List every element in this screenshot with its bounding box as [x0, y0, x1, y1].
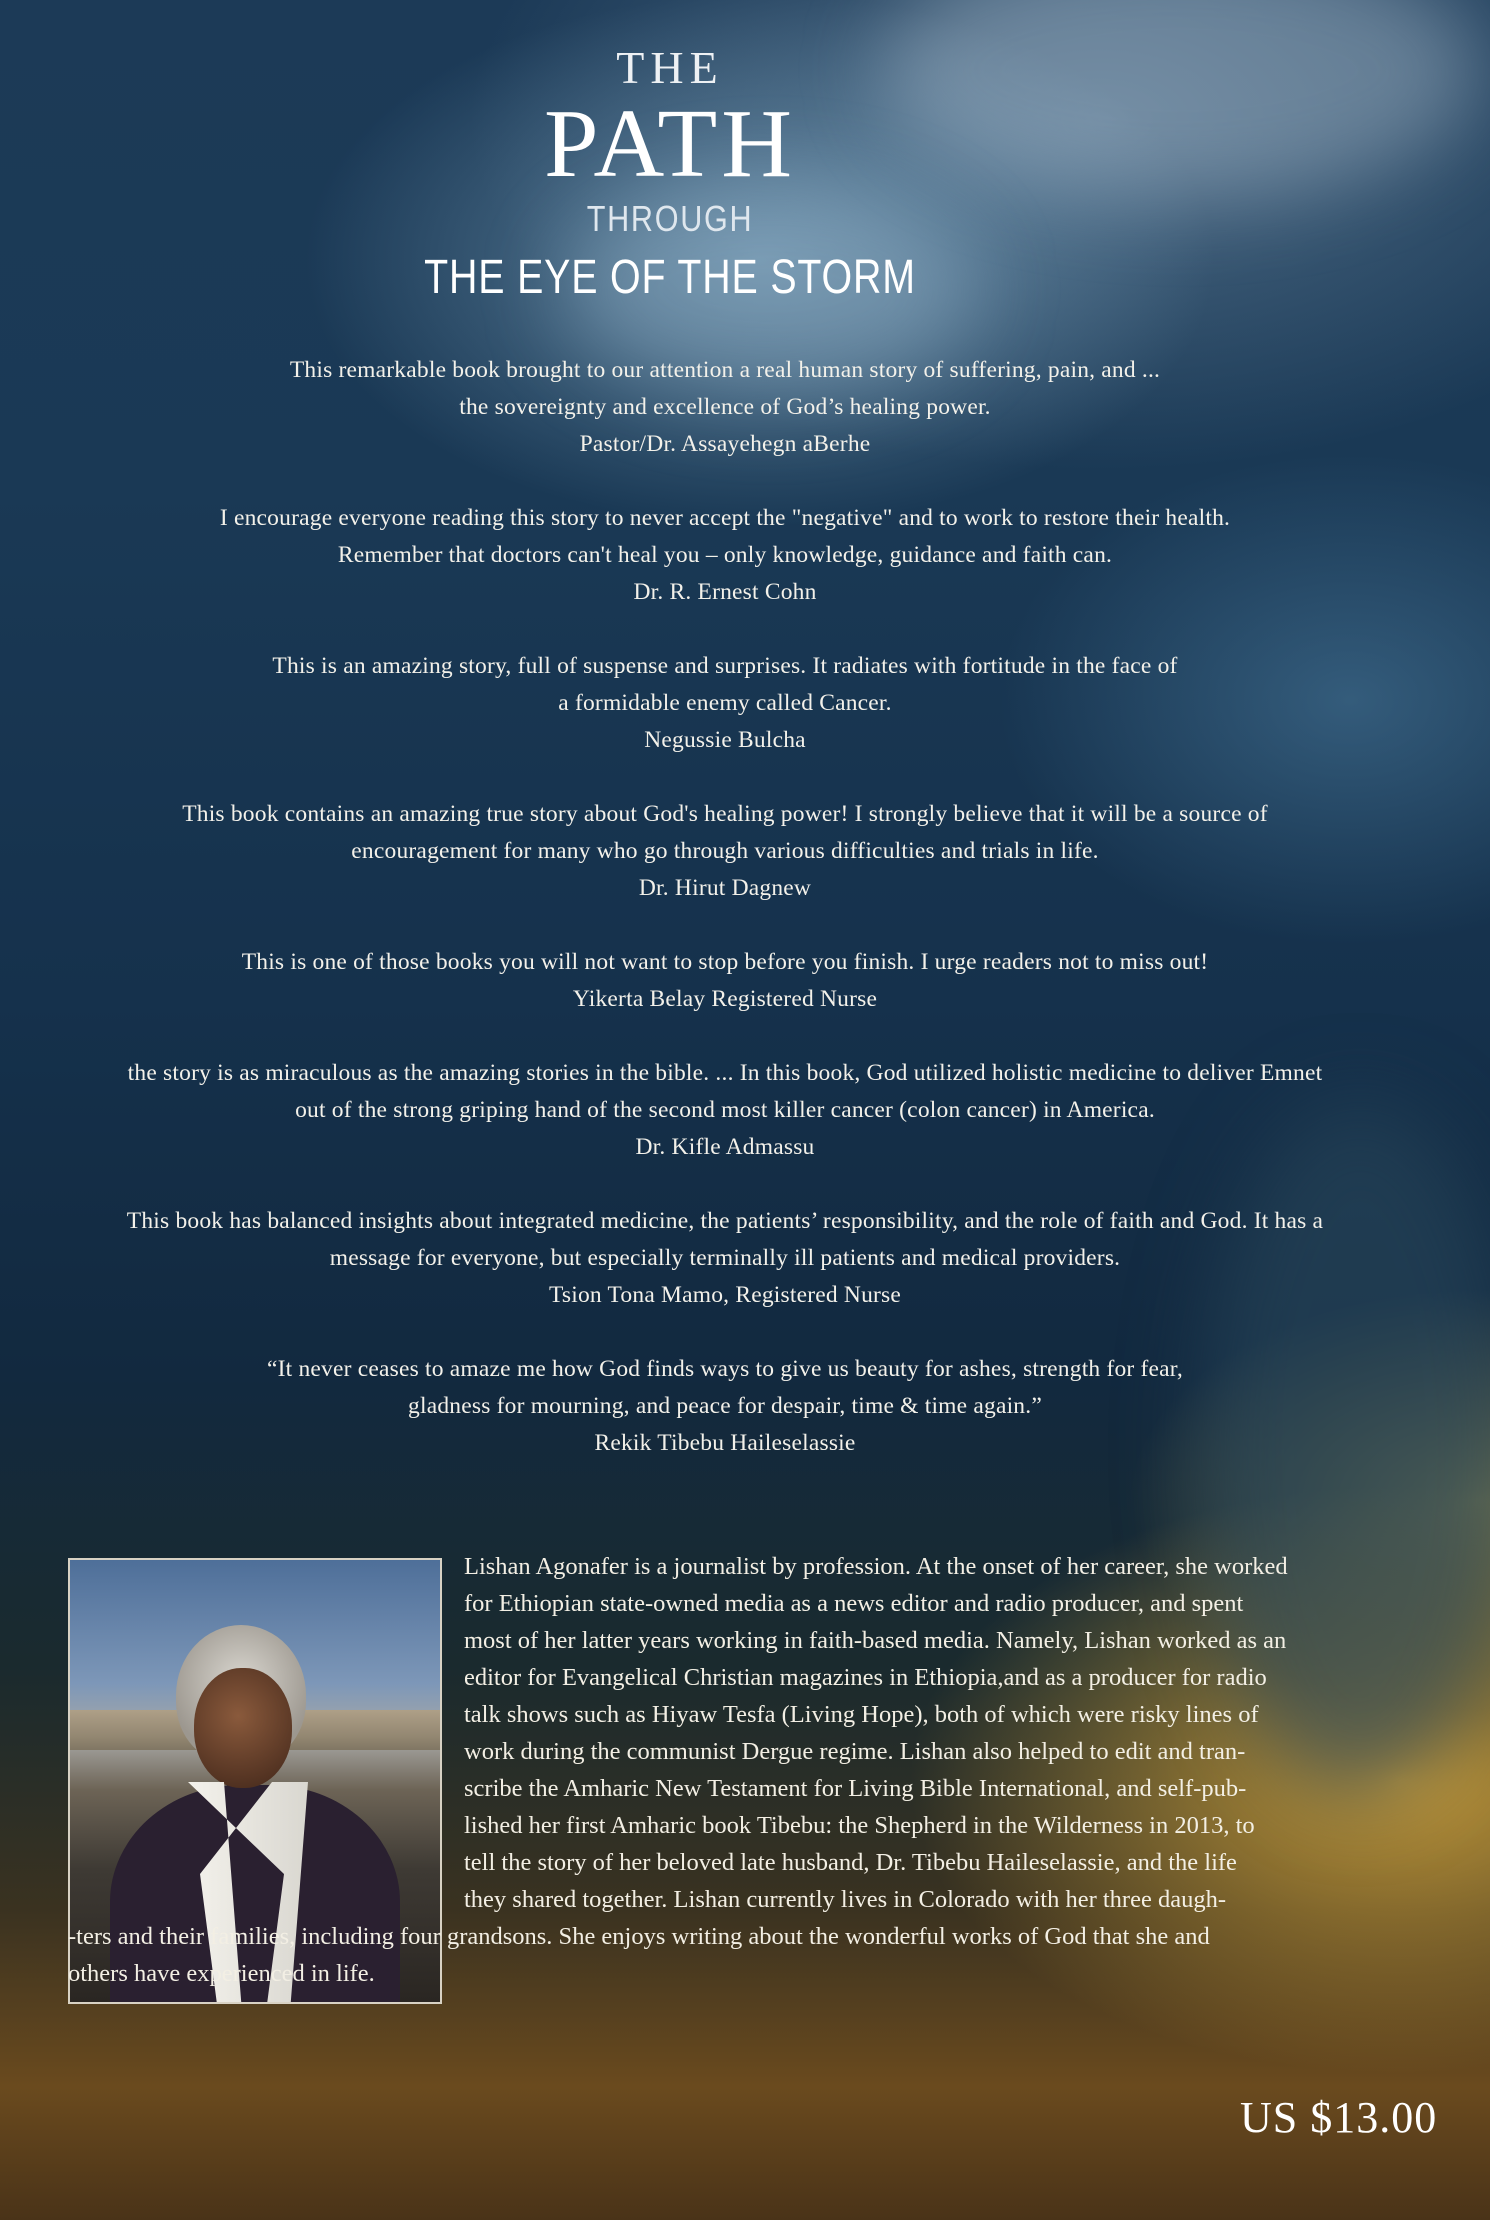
- title-line-through: THROUGH: [586, 198, 754, 239]
- endorsement: [40, 1055, 1410, 1166]
- endorsement-text: I encourage everyone reading this story to never accept the "negative" and to work to restore their health.: [219, 505, 1231, 531]
- endorsement-text: “It never ceases to amaze me how God finds ways to give us beauty for ashes, strength for fear,: [267, 1356, 1183, 1382]
- endorsement-text: a formidable enemy called Cancer.: [558, 690, 892, 716]
- endorsement-text: This book contains an amazing true story about God's healing power! I strongly believe that it will be a source of: [182, 801, 1268, 827]
- bio-line: they shared together. Lishan currently lives in Colorado with her three daugh-: [464, 1886, 1227, 1913]
- bio-line: most of her latter years working in faith-based media. Namely, Lishan worked as an: [464, 1627, 1287, 1654]
- endorsement: [40, 944, 1410, 1018]
- title-line-path: PATH: [543, 90, 797, 198]
- endorsements: [40, 352, 1410, 1499]
- endorsement-author: Negussie Bulcha: [644, 727, 806, 753]
- endorsement: [40, 500, 1410, 611]
- endorsement: [40, 352, 1410, 463]
- bio-line: Lishan Agonafer is a journalist by profession. At the onset of her career, she worked: [464, 1553, 1288, 1580]
- endorsement-author: Tsion Tona Mamo, Registered Nurse: [548, 1282, 902, 1308]
- endorsement: [40, 648, 1410, 759]
- endorsement-text: message for everyone, but especially terminally ill patients and medical providers.: [329, 1245, 1121, 1271]
- bio-line: talk shows such as Hiyaw Tesfa (Living Hope), both of which were risky lines of: [464, 1701, 1259, 1728]
- endorsement-text: This book has balanced insights about integrated medicine, the patients’ responsibility, and the role of faith and God. It has a: [126, 1208, 1324, 1234]
- endorsement: [40, 1203, 1410, 1314]
- endorsement-text: out of the strong griping hand of the second most killer cancer (colon cancer) in America.: [295, 1097, 1155, 1123]
- endorsement-text: This remarkable book brought to our attention a real human story of suffering, pain, and ...: [289, 357, 1161, 383]
- book-title: [0, 42, 1340, 308]
- bio-line: scribe the Amharic New Testament for Living Bible International, and self-pub-: [464, 1775, 1247, 1802]
- endorsement-author: Dr. R. Ernest Cohn: [633, 579, 817, 605]
- endorsement-author: Yikerta Belay Registered Nurse: [572, 986, 878, 1012]
- title-line-the: THE: [616, 42, 724, 93]
- bio-line: editor for Evangelical Christian magazines in Ethiopia,and as a producer for radio: [464, 1664, 1267, 1691]
- endorsement-text: encouragement for many who go through various difficulties and trials in life.: [351, 838, 1099, 864]
- bio-line: work during the communist Dergue regime. Lishan also helped to edit and tran-: [464, 1738, 1246, 1765]
- bio-line: others have experienced in life.: [68, 1960, 375, 1987]
- title-line-eye-of-storm: THE EYE OF THE STORM: [424, 251, 916, 304]
- endorsement-author: Dr. Kifle Admassu: [635, 1134, 815, 1160]
- endorsement-text: This is an amazing story, full of suspense and surprises. It radiates with fortitude in the face of: [272, 653, 1178, 679]
- endorsement: [40, 796, 1410, 907]
- bio-line: for Ethiopian state-owned media as a news editor and radio producer, and spent: [464, 1590, 1244, 1617]
- endorsement-text: the sovereignty and excellence of God’s healing power.: [459, 394, 991, 420]
- bio-line: lished her first Amharic book Tibebu: the Shepherd in the Wilderness in 2013, to: [464, 1812, 1255, 1839]
- endorsement-author: Pastor/Dr. Assayehegn aBerhe: [579, 431, 871, 457]
- price-label: US $13.00: [1240, 2093, 1438, 2142]
- endorsement-text: the story is as miraculous as the amazing stories in the bible. ... In this book, God utilized holistic medicine to deliver Emnet: [127, 1060, 1323, 1086]
- endorsement-author: Rekik Tibebu Haileselassie: [594, 1430, 856, 1456]
- endorsement-author: Dr. Hirut Dagnew: [638, 875, 812, 901]
- endorsement: [40, 1351, 1410, 1462]
- bio-line: -ters and their families, including four grandsons. She enjoys writing about the wonderful works of God that she and: [68, 1923, 1210, 1950]
- endorsement-text: This is one of those books you will not want to stop before you finish. I urge readers not to miss out!: [241, 949, 1209, 975]
- bio-line: tell the story of her beloved late husband, Dr. Tibebu Haileselassie, and the life: [464, 1849, 1237, 1876]
- endorsement-text: gladness for mourning, and peace for despair, time & time again.”: [408, 1393, 1042, 1419]
- author-bio: [68, 1548, 1448, 1992]
- endorsement-text: Remember that doctors can't heal you – only knowledge, guidance and faith can.: [337, 542, 1113, 568]
